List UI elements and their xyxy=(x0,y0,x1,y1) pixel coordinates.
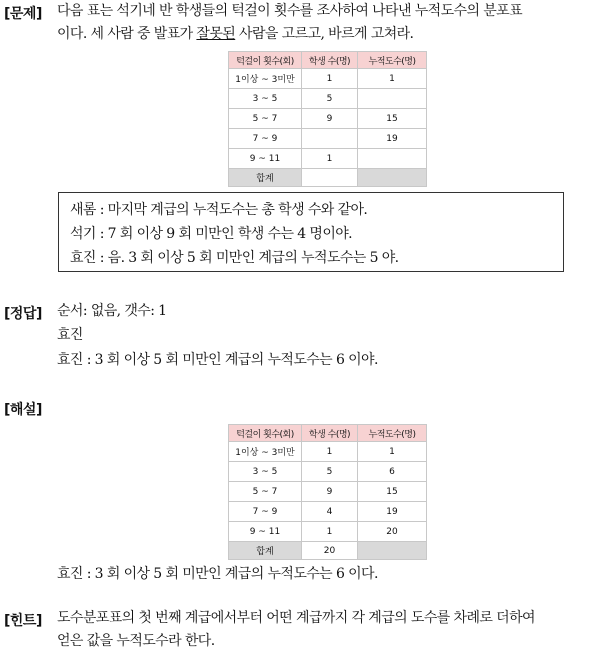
table-row xyxy=(229,482,427,502)
table-cell: 1 xyxy=(302,442,358,462)
table-cell: 9 xyxy=(302,109,358,129)
total-empty-cell xyxy=(358,169,427,187)
explanation-line: 효진 : 3 회 이상 5 회 미만인 계급의 누적도수는 6 이다. xyxy=(57,566,378,582)
table-cell: 1 xyxy=(302,69,358,89)
table-cell xyxy=(358,89,427,109)
table-cell xyxy=(302,129,358,149)
table-row xyxy=(229,69,427,89)
table-cell: 1 xyxy=(302,149,358,169)
statements-box xyxy=(58,192,564,272)
answer-line2: 효진 xyxy=(57,327,83,343)
total-value-cell xyxy=(302,169,358,187)
answer-line3: 효진 : 3 회 이상 5 회 미만인 계급의 누적도수는 6 이야. xyxy=(57,352,378,368)
table-row xyxy=(229,149,427,169)
total-label-cell: 합계 xyxy=(229,542,302,560)
table-row xyxy=(229,462,427,482)
explanation-label: [해설] xyxy=(4,402,42,418)
problem-label: [문제] xyxy=(4,6,42,22)
table-cell: 19 xyxy=(358,502,427,522)
table-cell: 4 xyxy=(302,502,358,522)
table-cell: 6 xyxy=(358,462,427,482)
underlined-word: 잘못된 xyxy=(196,26,236,42)
table-cell: 1 xyxy=(302,522,358,542)
statement-saerom: 새롬 : 마지막 계급의 누적도수는 총 학생 수와 같아. xyxy=(70,202,368,218)
frequency-table-problem xyxy=(228,51,427,187)
hint-line1: 도수분포표의 첫 번째 계급에서부터 어떤 계급까지 각 계급의 도수를 차례로 더하여 xyxy=(57,610,535,626)
table-row xyxy=(229,89,427,109)
table-cell: 5 xyxy=(302,89,358,109)
table-row xyxy=(229,442,427,462)
total-value-cell: 20 xyxy=(302,542,358,560)
table-cell: 9 ~ 11 xyxy=(229,522,302,542)
table-cell: 15 xyxy=(358,482,427,502)
answer-line1: 순서: 없음, 갯수: 1 xyxy=(57,303,167,319)
table-cell: 3 ~ 5 xyxy=(229,89,302,109)
table-cell: 1 xyxy=(358,442,427,462)
table-cell: 1이상 ~ 3미만 xyxy=(229,69,302,89)
table-header-cell: 누적도수(명) xyxy=(358,425,427,442)
table-cell: 5 xyxy=(302,462,358,482)
hint-label: [힌트] xyxy=(4,613,42,629)
problem-text-line1: 다음 표는 석기네 반 학생들의 턱걸이 횟수를 조사하여 나타낸 누적도수의 분포표 xyxy=(57,3,522,19)
table-header-cell: 학생 수(명) xyxy=(302,52,358,69)
table-cell: 7 ~ 9 xyxy=(229,502,302,522)
table-cell: 15 xyxy=(358,109,427,129)
total-label-cell: 합계 xyxy=(229,169,302,187)
table-cell xyxy=(358,149,427,169)
table-cell: 5 ~ 7 xyxy=(229,109,302,129)
problem-text-line2-post: 사람을 고르고, 바르게 고쳐라. xyxy=(235,26,414,42)
frequency-table-explanation xyxy=(228,424,427,560)
hint-line2: 얻은 값을 누적도수라 한다. xyxy=(57,633,215,649)
table-cell: 7 ~ 9 xyxy=(229,129,302,149)
problem-text-line2-pre: 이다. 세 사람 중 발표가 xyxy=(57,26,197,42)
table-total-row xyxy=(229,542,427,560)
table-header-cell: 누적도수(명) xyxy=(358,52,427,69)
table-cell: 1 xyxy=(358,69,427,89)
table-cell: 9 ~ 11 xyxy=(229,149,302,169)
table-header-cell: 턱걸이 횟수(회) xyxy=(229,425,302,442)
table-row xyxy=(229,522,427,542)
table-header-cell: 학생 수(명) xyxy=(302,425,358,442)
table-cell: 1이상 ~ 3미만 xyxy=(229,442,302,462)
table-cell: 3 ~ 5 xyxy=(229,462,302,482)
table-header-row xyxy=(229,425,427,442)
table-cell: 5 ~ 7 xyxy=(229,482,302,502)
table-cell: 19 xyxy=(358,129,427,149)
table-total-row xyxy=(229,169,427,187)
problem-text-line2 xyxy=(57,24,413,45)
statement-hyojin: 효진 : 음. 3 회 이상 5 회 미만인 계급의 누적도수는 5 야. xyxy=(70,250,399,266)
answer-label: [정답] xyxy=(4,306,42,322)
table-cell: 20 xyxy=(358,522,427,542)
statement-seokgi: 석기 : 7 회 이상 9 회 미만인 학생 수는 4 명이야. xyxy=(70,226,353,242)
table-header-row xyxy=(229,52,427,69)
table-row xyxy=(229,502,427,522)
table-row xyxy=(229,109,427,129)
table-header-cell: 턱걸이 횟수(회) xyxy=(229,52,302,69)
table-row xyxy=(229,129,427,149)
table-cell: 9 xyxy=(302,482,358,502)
total-empty-cell xyxy=(358,542,427,560)
